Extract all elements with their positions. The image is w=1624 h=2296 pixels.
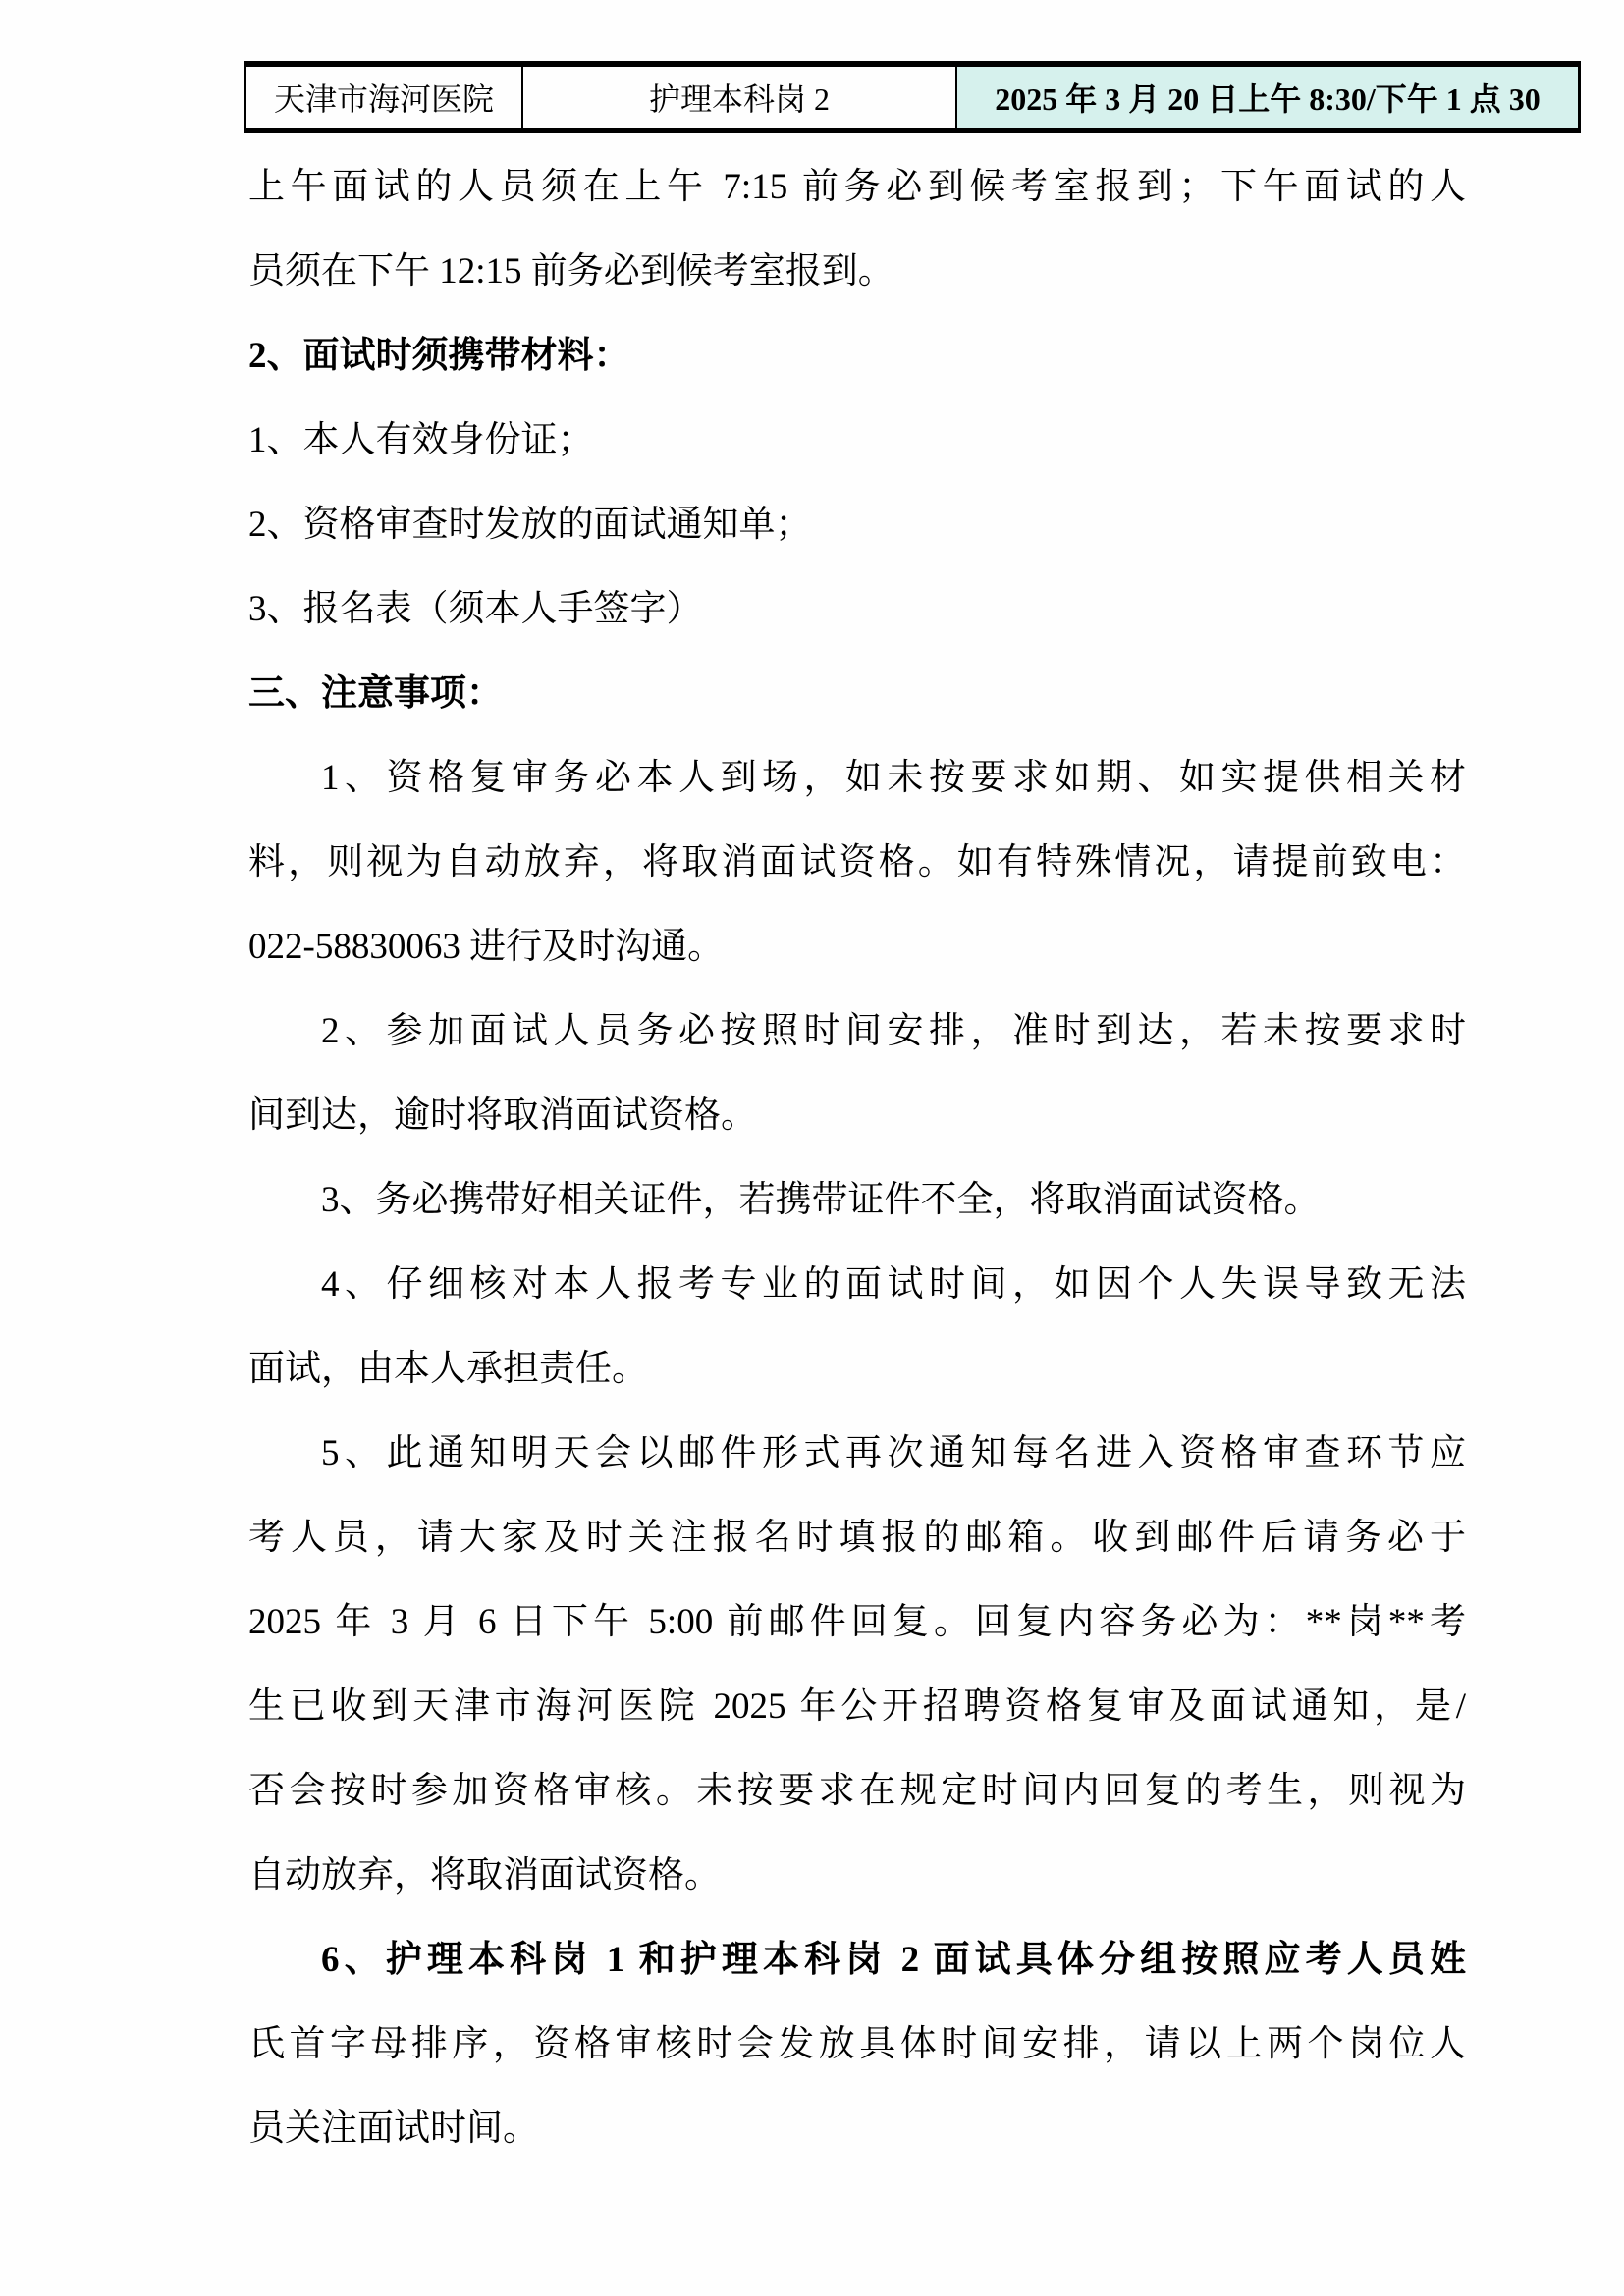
text-line: 1、本人有效身份证； — [248, 420, 594, 460]
header-table — [244, 61, 1581, 133]
text-line: 6、护理本科岗 1 和护理本科岗 2 面试具体分组按照应考人员姓 — [321, 1940, 1466, 1980]
text-line: 间到达，逾时将取消面试资格。 — [248, 1095, 757, 1136]
text-line: 生已收到天津市海河医院 2025 年公开招聘资格复审及面试通知，是/ — [248, 1686, 1466, 1727]
text-line: 5、此通知明天会以邮件形式再次通知每名进入资格审查环节应 — [321, 1433, 1466, 1473]
text-line: 2、面试时须携带材料： — [248, 336, 630, 376]
text-line: 2、资格审查时发放的面试通知单； — [248, 505, 812, 545]
text-line: 面试，由本人承担责任。 — [248, 1349, 648, 1389]
text-line: 料，则视为自动放弃，将取消面试资格。如有特殊情况，请提前致电： — [248, 842, 1466, 882]
text-line: 三、注意事项： — [248, 673, 503, 714]
header-cell-position: 护理本科岗 2 — [522, 64, 956, 131]
text-line: 员须在下午 12:15 前务必到候考室报到。 — [248, 251, 894, 292]
header-table-row — [245, 64, 1580, 131]
text-line: 022-58830063 进行及时沟通。 — [248, 927, 725, 967]
text-line: 4、仔细核对本人报考专业的面试时间，如因个人失误导致无法 — [321, 1264, 1466, 1305]
header-cell-hospital: 天津市海河医院 — [245, 64, 523, 131]
header-cell-datetime: 2025 年 3 月 20 日上午 8:30/下午 1 点 30 — [956, 64, 1580, 131]
text-line: 否会按时参加资格审核。未按要求在规定时间内回复的考生，则视为 — [248, 1771, 1466, 1811]
text-line: 上午面试的人员须在上午 7:15 前务必到候考室报到；下午面试的人 — [248, 167, 1466, 207]
text-line: 考人员，请大家及时关注报名时填报的邮箱。收到邮件后请务必于 — [248, 1518, 1466, 1558]
text-line: 氏首字母排序，资格审核时会发放具体时间安排，请以上两个岗位人 — [248, 2024, 1466, 2064]
text-line: 员关注面试时间。 — [248, 2109, 539, 2149]
text-line: 2025 年 3 月 6 日下午 5:00 前邮件回复。回复内容务必为：**岗**考 — [248, 1602, 1466, 1642]
text-line: 3、报名表（须本人手签字） — [248, 589, 703, 629]
text-line: 3、务必携带好相关证件，若携带证件不全，将取消面试资格。 — [321, 1180, 1321, 1220]
document-body — [248, 145, 1466, 2171]
text-line: 1、资格复审务必本人到场，如未按要求如期、如实提供相关材 — [321, 758, 1466, 798]
text-line: 2、参加面试人员务必按照时间安排，准时到达，若未按要求时 — [321, 1011, 1466, 1051]
text-line: 自动放弃，将取消面试资格。 — [248, 1855, 721, 1896]
